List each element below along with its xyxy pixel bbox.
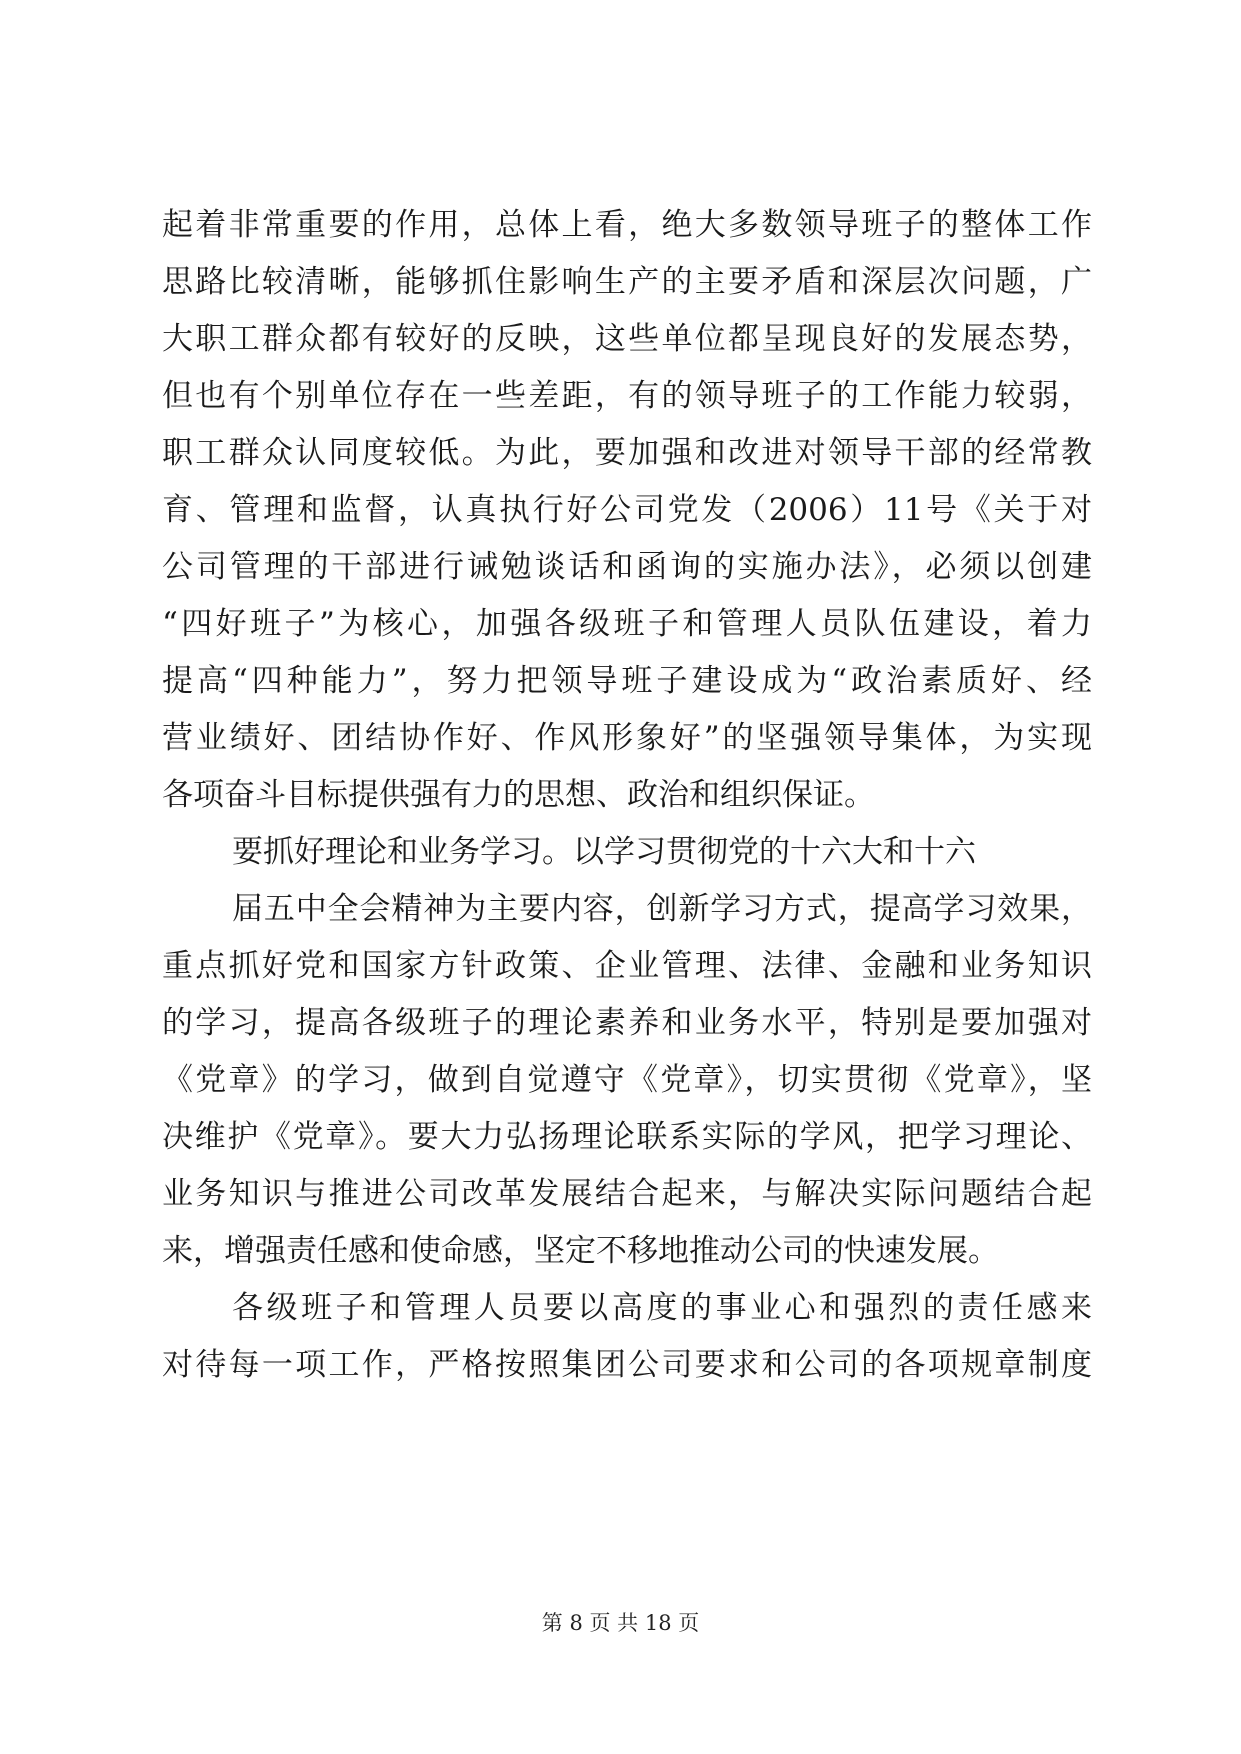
- text-line: “四好班子”为核心，加强各级班子和管理人员队伍建设，着力: [162, 606, 1092, 642]
- text-line: 来，增强责任感和使命感，坚定不移地推动公司的快速发展。: [162, 1233, 999, 1269]
- text-line: 业务知识与推进公司改革发展结合起来，与解决实际问题结合起: [162, 1176, 1092, 1212]
- text-line: 各项奋斗目标提供强有力的思想、政治和组织保证。: [162, 777, 875, 813]
- text-line: 提高“四种能力”，努力把领导班子建设成为“政治素质好、经: [162, 663, 1092, 699]
- text-line: 思路比较清晰，能够抓住影响生产的主要矛盾和深层次问题，广: [162, 264, 1092, 300]
- text-line: 营业绩好、团结协作好、作风形象好”的坚强领导集体，为实现: [162, 720, 1092, 756]
- text-line: 对待每一项工作，严格按照集团公司要求和公司的各项规章制度: [162, 1347, 1092, 1383]
- text-line: 各级班子和管理人员要以高度的事业心和强烈的责任感来: [232, 1290, 1092, 1326]
- text-line: 大职工群众都有较好的反映，这些单位都呈现良好的发展态势，: [162, 321, 1092, 357]
- text-line: 重点抓好党和国家方针政策、企业管理、法律、金融和业务知识: [162, 948, 1092, 984]
- text-line: 起着非常重要的作用，总体上看，绝大多数领导班子的整体工作: [162, 207, 1092, 243]
- text-line: 《党章》的学习，做到自觉遵守《党章》，切实贯彻《党章》，坚: [162, 1062, 1092, 1098]
- text-line: 但也有个别单位存在一些差距，有的领导班子的工作能力较弱，: [162, 378, 1092, 414]
- text-line: 公司管理的干部进行诫勉谈话和函询的实施办法》，必须以创建: [162, 549, 1092, 585]
- text-line: 育、管理和监督，认真执行好公司党发（2006）11号《关于对: [162, 492, 1092, 528]
- text-line: 决维护《党章》。要大力弘扬理论联系实际的学风，把学习理论、: [162, 1119, 1092, 1155]
- text-line: 的学习，提高各级班子的理论素养和业务水平，特别是要加强对: [162, 1005, 1092, 1041]
- text-line: 职工群众认同度较低。为此，要加强和改进对领导干部的经常教: [162, 435, 1092, 471]
- page-number-footer: 第 8 页 共 18 页: [541, 1611, 700, 1635]
- text-line: 要抓好理论和业务学习。以学习贯彻党的十六大和十六: [232, 834, 976, 870]
- text-line: 届五中全会精神为主要内容，创新学习方式，提高学习效果，: [232, 891, 1092, 927]
